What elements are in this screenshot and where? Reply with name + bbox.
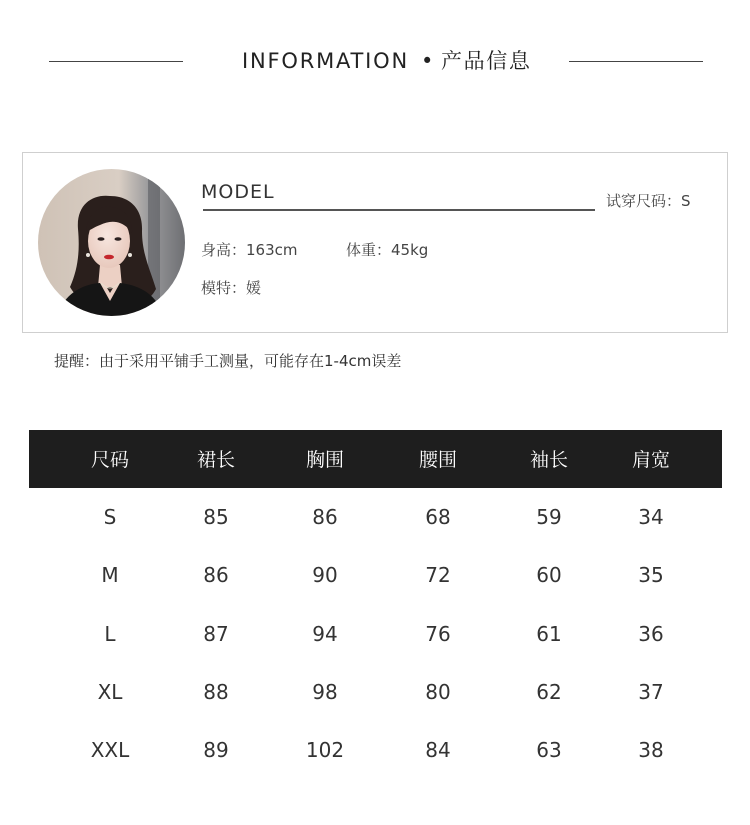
table-cell: S [103, 505, 117, 529]
table-cell: 85 [203, 505, 229, 529]
table-row [29, 663, 722, 721]
table-cell: L [104, 621, 116, 646]
header-rule-right [569, 61, 703, 62]
table-row [29, 605, 722, 663]
table-cell: 37 [638, 679, 664, 704]
header-size: 尺码 [90, 449, 129, 471]
table-cell: 88 [203, 679, 229, 704]
page-header [0, 44, 750, 78]
table-row [29, 546, 722, 604]
table-cell: 98 [312, 679, 338, 704]
trial-size: 试穿尺码：S [606, 192, 691, 210]
model-label: MODEL [201, 181, 275, 203]
table-cell: 35 [638, 563, 664, 588]
table-row [29, 488, 722, 546]
model-avatar [38, 169, 185, 316]
table-cell: 36 [638, 621, 664, 646]
header-waist: 腰围 [418, 449, 457, 471]
table-cell: 89 [203, 738, 229, 763]
header-dress-length: 裙长 [196, 449, 235, 471]
table-cell: 68 [425, 505, 451, 529]
table-row [29, 721, 722, 779]
table-cell: XXL [90, 738, 130, 763]
table-cell: 72 [425, 563, 451, 588]
table-cell: 76 [425, 621, 451, 646]
table-cell: 86 [203, 563, 229, 588]
table-cell: 59 [536, 505, 562, 529]
table-cell: 87 [203, 621, 229, 646]
model-card [22, 152, 728, 333]
measurement-reminder: 提醒：由于采用平铺手工测量，可能存在1-4cm误差 [54, 352, 402, 370]
model-divider [203, 209, 595, 211]
size-table [29, 430, 722, 779]
table-cell: 63 [536, 738, 562, 763]
table-cell: 84 [425, 738, 451, 763]
size-table-header [29, 430, 722, 488]
table-cell: 86 [312, 505, 338, 529]
title-chinese: 产品信息 [441, 49, 532, 73]
table-cell: 34 [638, 505, 664, 529]
header-rule-left [49, 61, 183, 62]
model-weight: 体重：45kg [346, 241, 429, 259]
title-separator: • [421, 49, 436, 73]
title-english: INFORMATION [242, 49, 410, 73]
model-portrait-icon [38, 169, 185, 316]
table-cell: 38 [638, 738, 664, 763]
table-cell: 62 [536, 679, 562, 704]
table-cell: 80 [425, 679, 451, 704]
table-cell: 61 [536, 621, 562, 646]
header-shoulder-width: 肩宽 [631, 449, 670, 471]
header-bust: 胸围 [305, 449, 344, 471]
table-cell: 90 [312, 563, 338, 588]
table-cell: M [101, 563, 119, 588]
table-cell: 60 [536, 563, 562, 588]
model-name: 模特：媛 [201, 279, 262, 297]
table-cell: 94 [312, 621, 338, 646]
model-height: 身高：163cm [201, 241, 298, 259]
page-title [242, 46, 531, 76]
table-cell: XL [97, 679, 123, 704]
header-sleeve-length: 袖长 [529, 449, 568, 471]
table-cell: 102 [305, 738, 345, 763]
